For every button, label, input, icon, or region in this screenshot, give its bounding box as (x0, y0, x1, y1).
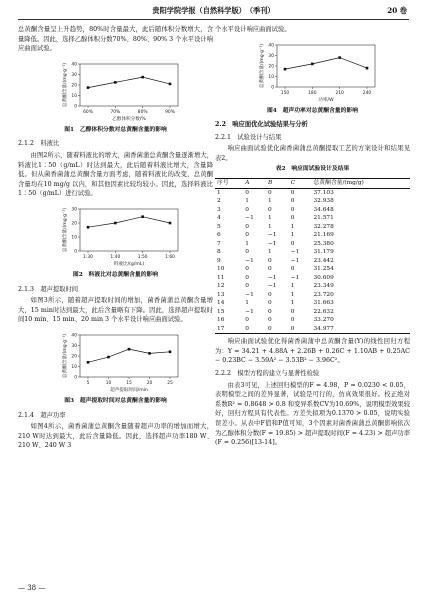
page-number: — 38 — (18, 584, 46, 592)
table-cell: 1 (268, 215, 272, 222)
data-point (148, 352, 151, 355)
y-tick-label: 30 (71, 207, 77, 213)
table-cell: 11 (217, 274, 225, 281)
table-cell: 1 (268, 249, 272, 256)
table-row (215, 248, 410, 257)
section-2-1-3-text: 如图3所示，随着超声提取时间的增加，菌香菌蒲总黄酮含量增大，15 min时达到最大，此后含量略有下降。因此，选择超声提取时间10 min、15 min、20 min 3 个水平设计响应曲面试验。 (18, 297, 213, 324)
table-cell: 0 (268, 266, 272, 273)
table-cell: 0 (245, 189, 249, 196)
y-tick-label: 30 (71, 343, 77, 349)
data-point (87, 361, 90, 364)
table-cell: 0 (268, 189, 272, 196)
table-cell: 0 (290, 215, 295, 222)
running-header (0, 6, 427, 19)
table-cell: 1 (268, 198, 272, 205)
table-row (215, 231, 410, 240)
x-tick-label: 150 (280, 90, 290, 96)
y-tick-label: 0 (74, 104, 77, 110)
table-cell: 22.632 (313, 308, 334, 315)
y-tick-label: 40 (71, 333, 77, 339)
table-cell: 16 (217, 317, 225, 324)
table-2 (215, 178, 410, 334)
x-axis-label: 超声提取时间/min (110, 387, 148, 393)
x-axis-label: 料液比/(g/mL) (113, 261, 145, 267)
table-cell: 10 (217, 266, 225, 273)
y-axis-label: 总黄酮含量/(mg·g⁻¹) (260, 43, 265, 88)
x-tick-label: 80% (137, 109, 148, 115)
y-tick-label: 30 (268, 53, 274, 59)
table-cell: 4 (217, 215, 221, 222)
table-row (215, 325, 410, 334)
table-cell: −1 (245, 215, 254, 222)
table-cell: 0 (268, 308, 272, 315)
table-cell: 0 (245, 317, 249, 324)
table-cell: 1 (245, 300, 249, 307)
data-point (311, 62, 314, 65)
data-point (87, 86, 90, 89)
section-2-1-4-heading: 2.1.4 超声功率 (18, 411, 66, 419)
right-top-line: 个水平设计响应曲面试验。 (215, 26, 291, 33)
data-point (141, 76, 144, 79)
regression-paragraph: 响应曲面试验优化得菌香菌蒲中总黄酮含量(Y)的线性回归方程为：Y = 34.21 + 4.88A + 2.26B + 0.26C + 1.10AB + 0.25AC − 0.23BC − 3.59A² − 3.53B² − 3.96C²。 (215, 338, 410, 365)
table-cell: 0 (266, 325, 289, 334)
section-2-2-2-text: 由表3可见，上述回归模型的F = 4.98，P = 0.0230 < 0.05，表明模型之间的差异显著，试验是可行的，仿真效果很好。校正绝对系数R² = 0.8648 > 0.8 和变异系数CV为10.69%，说明模型效果较好，回归方程具有代表性。方差失拟项为0.1370 > 0.05，说明实验误差小。从表中F值和P值可知，3个因素对菌香菌蒲总黄酮影响依次为乙醇体积分数(F = 19.85) > 超声提取时间(F = 4.23) > 超声功率(F = 0.256)[13-14]。 (215, 381, 410, 447)
data-point (114, 81, 117, 84)
figure-3 (18, 329, 213, 395)
x-tick-label: 1:50 (137, 254, 148, 260)
x-tick-label: 20 (146, 380, 153, 386)
section-2-1-2-text: 由图2所示，随着料液比的增大，菌香菌蒲总黄酮含量逐渐增大，料液比1∶50（g/mL）时达到最大，此后随着料液比增大，含量降低。但从菌香菌蒲总黄酮含量方面考虑，随着料液比的改变，总黄酮含量均在10 mg/g 以内，和其他因素比较均较小。因此，选择料液比1∶50（g/mL）进行试验。 (18, 151, 213, 198)
table-cell: 12 (217, 283, 225, 290)
table-header-cell: 总黄酮含量/(mg/g) (311, 179, 410, 189)
table-cell: −1 (268, 232, 277, 239)
section-2-2-heading: 2.2 响应面优化试验结果与分析 (215, 121, 308, 129)
table-cell: 0 (245, 232, 249, 239)
table-cell: −1 (268, 240, 277, 247)
table-cell: 0 (245, 274, 249, 281)
figure-4 (215, 39, 410, 105)
y-tick-label: 10 (71, 235, 77, 241)
x-tick-label: 1:40 (110, 254, 121, 260)
table-cell: 0 (290, 198, 295, 205)
table-row (215, 274, 410, 283)
figure-2-caption: 图2 料液比对总黄酮含量的影响 (72, 271, 159, 278)
table-cell: 14 (217, 300, 225, 307)
table-cell: 0 (290, 189, 295, 196)
table-row (215, 308, 410, 317)
table-cell: 34.977 (311, 325, 410, 334)
section-2-2-1-heading: 2.2.1 试验设计与结果 (215, 133, 282, 141)
plot-frame (80, 209, 178, 251)
table-cell: 1 (290, 283, 295, 290)
table-cell: −1 (245, 308, 254, 315)
table-row (215, 299, 410, 308)
table-cell: 7 (217, 240, 221, 247)
table-cell: 31.663 (313, 300, 334, 307)
x-tick-label: 180 (308, 90, 317, 96)
table-cell: 6 (217, 232, 221, 239)
series-line (88, 77, 170, 88)
figure-1-chart (18, 58, 213, 124)
figure-1-caption: 图1 乙醇体积分数对总黄酮含量的影响 (64, 126, 167, 133)
data-point (114, 222, 117, 225)
y-tick-label: 10 (71, 93, 77, 99)
y-tick-label: 0 (74, 375, 77, 381)
table-cell: 1 (290, 232, 295, 239)
y-tick-label: 20 (71, 354, 77, 360)
figure-3-chart (18, 329, 213, 395)
y-tick-label: 0 (74, 249, 77, 255)
table-cell: 13 (217, 291, 225, 298)
table-cell: 1 (290, 300, 295, 307)
table-cell: 0 (290, 308, 295, 315)
journal-title: 贵阳学院学报（自然科学版） （季刊） (152, 6, 275, 15)
data-point (128, 348, 131, 351)
table-cell: 0 (268, 206, 272, 213)
table-cell: 0 (290, 206, 295, 213)
y-axis-label: 总黄酮含量/(mg·g⁻¹) (63, 333, 68, 378)
x-tick-label: 1:60 (165, 254, 175, 260)
table-cell: 9 (217, 257, 221, 264)
x-tick-label: 90% (165, 109, 175, 115)
table-cell: 32.938 (313, 198, 334, 205)
data-point (87, 226, 90, 229)
table-cell: 23.442 (313, 257, 334, 264)
table-header-cell: C (289, 179, 312, 189)
table-cell: −1 (268, 274, 277, 281)
y-tick-label: 20 (71, 83, 77, 89)
table-cell: 0 (245, 283, 249, 290)
table-cell: 32.278 (313, 223, 334, 230)
table-cell: −1 (290, 249, 300, 256)
y-axis-label: 总黄酮含量/(mg·g⁻¹) (63, 207, 68, 253)
table-row (215, 223, 410, 232)
figure-2-chart (18, 203, 213, 269)
table-cell: 30.609 (313, 274, 334, 281)
table-cell: 0 (268, 257, 272, 264)
volume-label: 20 卷 (387, 6, 407, 15)
section-2-2-2-heading: 2.2.2 模型方程的建立与显著性检验 (215, 369, 320, 377)
series-line (285, 57, 367, 69)
table-cell: 31.179 (313, 249, 334, 256)
x-tick-label: 60% (83, 109, 93, 115)
figure-3-caption: 图3 超声提取时间对总黄酮含量的影响 (64, 397, 167, 404)
section-2-2-1-text: 响应曲面试验优化菌香菌蒲总黄酮提取工艺的方案设计和结果见表2。 (215, 145, 410, 162)
x-tick-label: 210 (335, 90, 344, 96)
table-cell: 0 (245, 223, 249, 230)
table-cell: 25.380 (313, 240, 334, 247)
table-row (215, 316, 410, 325)
table-cell: 8 (217, 249, 221, 256)
table-cell: 37.103 (313, 189, 334, 196)
x-tick-label: 240 (362, 90, 372, 96)
table-cell: 1 (290, 291, 295, 298)
table-row (215, 188, 410, 197)
table-cell: 23.349 (313, 283, 334, 290)
data-point (338, 56, 341, 59)
table-cell: −1 (290, 274, 300, 281)
y-tick-label: 0 (271, 85, 274, 91)
data-point (366, 66, 369, 69)
figure-4-chart (215, 39, 410, 105)
table-row (215, 240, 410, 249)
y-tick-label: 10 (268, 74, 274, 80)
table-cell: 0 (290, 240, 295, 247)
y-tick-label: 20 (71, 221, 77, 227)
table-cell: −1 (290, 257, 300, 264)
table-cell: 0 (268, 317, 272, 324)
x-tick-label: 10 (105, 380, 112, 386)
table-cell: 0 (245, 206, 249, 213)
section-2-1-4-text: 如图4所示，菌香菌蒲总黄酮含量随着超声功率的增加而增大，210 W时达到最大，此后含量降低。因此，选择超声功率180 W、210 W、240 W 3 (18, 423, 213, 450)
table-row (215, 206, 410, 215)
table-cell: 33.270 (313, 317, 334, 324)
x-tick-label: 70% (110, 109, 121, 115)
series-line (88, 217, 170, 228)
table-header-cell: A (243, 179, 266, 189)
x-tick-label: 25 (167, 380, 173, 386)
series-line (88, 349, 170, 362)
table-cell: 23.720 (313, 291, 334, 298)
x-tick-label: 1:30 (83, 254, 93, 260)
table-cell: 1 (245, 240, 249, 247)
x-tick-label: 15 (126, 380, 132, 386)
table-cell: 2 (217, 198, 221, 205)
figure-2 (18, 203, 213, 269)
table-cell: 1 (268, 223, 272, 230)
table-cell: 0 (245, 249, 249, 256)
plot-frame (277, 45, 375, 87)
table-cell: 0 (245, 266, 249, 273)
figure-1 (18, 58, 213, 124)
table-cell: 31.254 (313, 266, 334, 273)
table-cell: 15 (217, 308, 225, 315)
data-point (169, 222, 172, 225)
table-cell: 3 (217, 206, 221, 213)
figure-4-caption: 图4 超声功率对总黄酮含量的影响 (267, 107, 358, 114)
table-row (215, 257, 410, 266)
table-row (215, 291, 410, 300)
table-cell: 21.169 (313, 232, 334, 239)
y-tick-label: 20 (268, 64, 274, 70)
table-row (215, 282, 410, 291)
table-2-caption: 表2 响应面试验设计及结果 (275, 165, 350, 172)
table-body (215, 188, 410, 334)
right-column (215, 25, 410, 448)
plot-frame (80, 335, 178, 377)
header-rule (18, 19, 409, 20)
y-tick-label: 40 (268, 43, 274, 49)
table-cell: 1 (290, 223, 295, 230)
table-cell: 0 (290, 317, 295, 324)
table-cell: 0 (289, 325, 312, 334)
data-point (141, 215, 144, 218)
table-cell: 34.648 (313, 206, 334, 213)
intro-paragraph: 总黄酮含量呈上升趋势，80%时含量最大，此后随体积分数增大，含量降低。因此，选择乙醇体积分数70%、80%、90% 3 个水平设计响应曲面试验。 (18, 26, 213, 53)
table-cell: 21.571 (313, 215, 334, 222)
table-cell: 17 (215, 325, 243, 334)
table-header-row (215, 179, 410, 189)
table-header-cell: 序号 (215, 179, 243, 189)
y-axis-label: 总黄酮含量/(mg·g⁻¹) (63, 62, 68, 107)
y-tick-label: 30 (71, 72, 77, 78)
y-tick-label: 10 (71, 364, 77, 370)
plot-frame (80, 64, 178, 106)
data-point (284, 67, 287, 70)
table-cell: 0 (268, 300, 272, 307)
x-axis-label: 功率/W (318, 97, 334, 103)
left-column (18, 25, 213, 451)
table-cell: 0 (243, 325, 266, 334)
section-2-1-3-heading: 2.1.3 超声提取时间 (18, 285, 79, 293)
table-cell: 0 (290, 266, 295, 273)
x-axis-label: 乙醇体积分数/% (112, 116, 146, 122)
table-row (215, 265, 410, 274)
table-cell: −1 (268, 283, 277, 290)
table-cell: 0 (268, 291, 272, 298)
table-row (215, 214, 410, 223)
table-row (215, 197, 410, 206)
data-point (169, 350, 172, 353)
table-cell: 5 (217, 223, 221, 230)
table-cell: 1 (245, 198, 249, 205)
data-point (107, 356, 110, 359)
section-2-1-2-heading: 2.1.2 料液比 (18, 140, 60, 148)
table-cell: −1 (245, 257, 254, 264)
x-tick-label: 5 (86, 380, 90, 386)
y-tick-label: 40 (71, 62, 77, 68)
table-cell: −1 (245, 291, 254, 298)
table-header-cell: B (266, 179, 289, 189)
table-cell: 1 (217, 189, 221, 196)
data-point (169, 82, 172, 85)
